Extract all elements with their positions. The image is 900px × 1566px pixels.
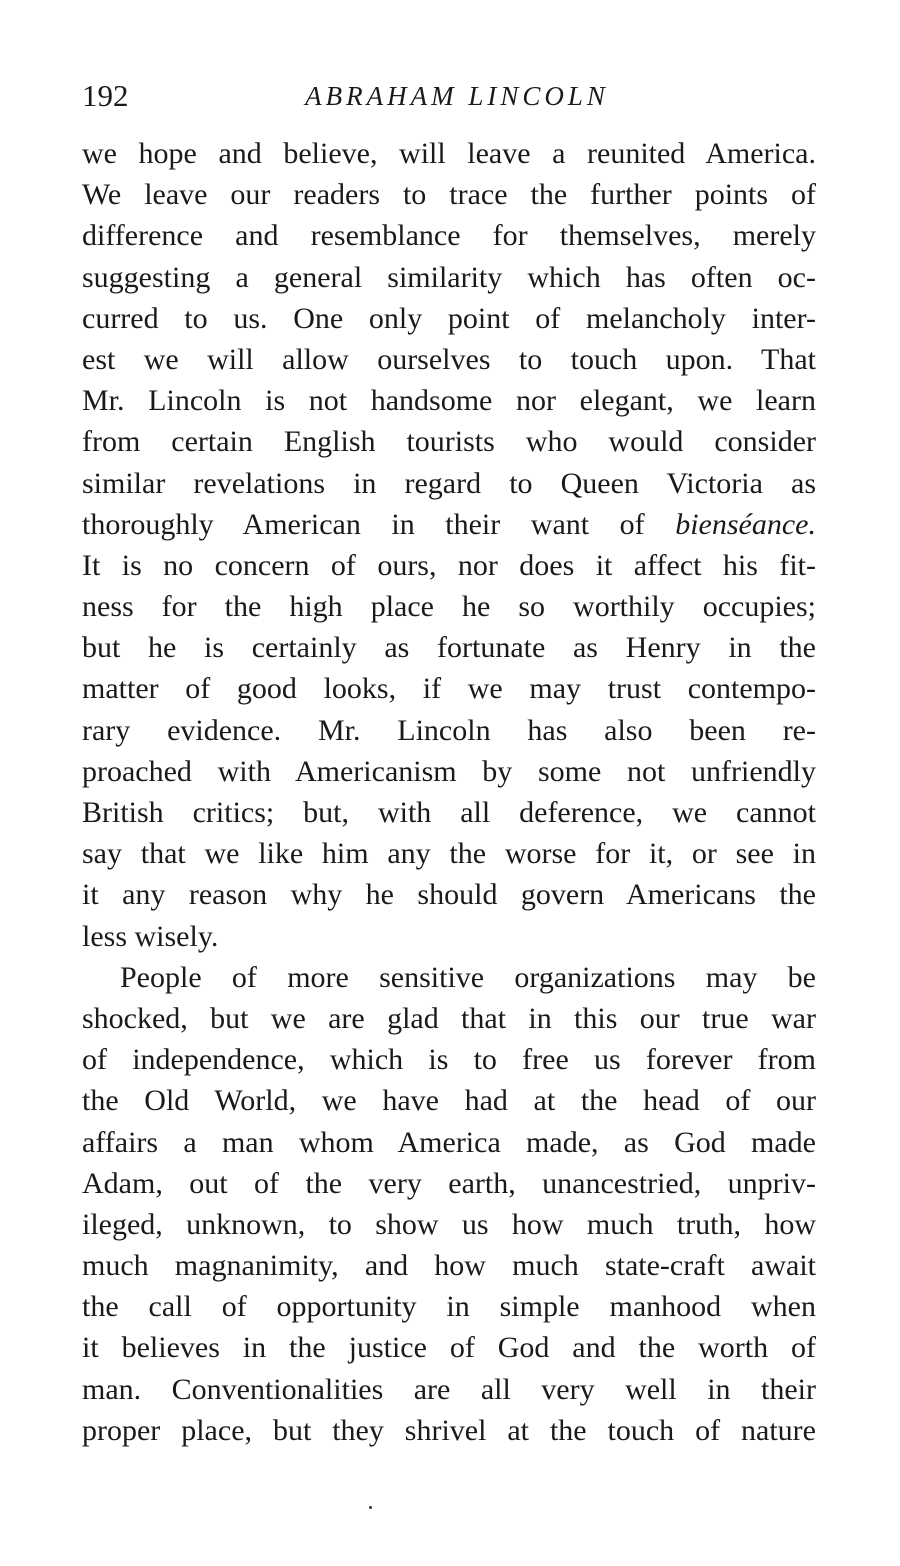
text-line: est we will allow ourselves to touch upon. That: [82, 342, 816, 376]
text-line: proached with Americanism by some not unfriendly: [82, 754, 816, 788]
text-line-with-italic: [82, 504, 816, 545]
body-text: [82, 133, 816, 1451]
text-line: People of more sensitive organizations may be: [120, 960, 816, 994]
text-line: shocked, but we are glad that in this our true war: [82, 1001, 816, 1035]
text-line: proper place, but they shrivel at the touch of nature: [82, 1413, 816, 1447]
page-number: 192: [82, 78, 129, 113]
text-line: suggesting a general similarity which has often oc-: [82, 260, 816, 294]
text-line: ness for the high place he so worthily occupies;: [82, 590, 816, 624]
paragraph-1: [82, 133, 816, 957]
text-line: It is no concern of ours, nor does it affect his fit-: [82, 548, 816, 582]
text-line: of independence, which is to free us forever from: [82, 1043, 816, 1077]
text-line: say that we like him any the worse for it, or see in: [82, 837, 816, 871]
text-line: but he is certainly as fortunate as Henry in the: [82, 631, 816, 665]
text-line: it any reason why he should govern Americans the: [82, 878, 816, 912]
italic-word: bienséance.: [675, 507, 816, 541]
text-segment: thoroughly American in their want of: [82, 507, 645, 541]
text-line: British critics; but, with all deference, we cannot: [82, 796, 816, 829]
text-line: We leave our readers to trace the further points of: [82, 178, 816, 212]
text-line: much magnanimity, and how much state-craft await: [82, 1249, 816, 1283]
text-line: it believes in the justice of God and the worth of: [82, 1331, 816, 1365]
text-line: the Old World, we have had at the head of our: [82, 1084, 816, 1118]
text-line: affairs a man whom America made, as God made: [82, 1125, 816, 1159]
text-line: difference and resemblance for themselves, merely: [82, 219, 816, 253]
text-line: rary evidence. Mr. Lincoln has also been re-: [82, 713, 816, 747]
print-speck: [369, 1506, 372, 1509]
text-line: the call of opportunity in simple manhood when: [82, 1290, 816, 1324]
text-line: we hope and believe, will leave a reunited America.: [82, 137, 816, 170]
text-line: less wisely.: [82, 919, 219, 953]
text-line: similar revelations in regard to Queen Victoria as: [82, 466, 816, 500]
paragraph-2: [82, 957, 816, 1451]
text-line: man. Conventionalities are all very well in their: [82, 1372, 816, 1406]
text-line: ileged, unknown, to show us how much truth, how: [82, 1207, 816, 1241]
text-line: Adam, out of the very earth, unancestried, unpriv-: [82, 1166, 816, 1200]
running-title: ABRAHAM LINCOLN: [305, 81, 609, 111]
text-line: curred to us. One only point of melancholy inter-: [82, 301, 816, 335]
page-header: [82, 74, 822, 124]
text-line: from certain English tourists who would consider: [82, 425, 816, 459]
text-line: matter of good looks, if we may trust contempo-: [82, 672, 816, 706]
text-line: Mr. Lincoln is not handsome nor elegant, we learn: [82, 384, 816, 418]
